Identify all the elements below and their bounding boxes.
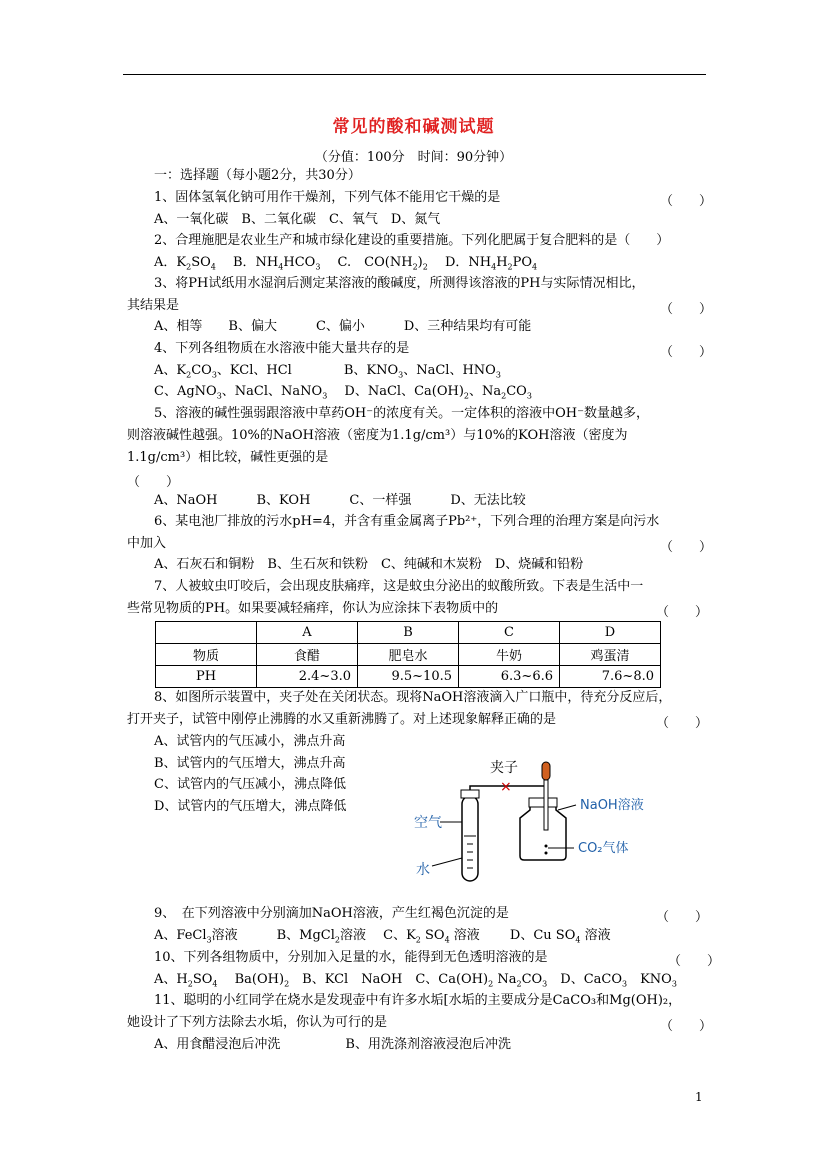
table-cell: PH bbox=[156, 666, 257, 688]
table-cell: A bbox=[257, 622, 358, 644]
q10-stem: 10、下列各组物质中，分别加入足量的水，能得到无色透明溶液的是 bbox=[154, 950, 548, 965]
q8-line2: 打开夹子，试管中刚停止沸腾的水又重新沸腾了。对上述现象解释正确的是 bbox=[127, 712, 557, 727]
table-cell: C bbox=[459, 622, 560, 644]
q5-line3: 1.1g/cm³）相比较，碱性更强的是 bbox=[127, 450, 329, 465]
answer-blank: （ ） bbox=[660, 1019, 713, 1034]
table-cell: 7.6~8.0 bbox=[560, 666, 661, 688]
table-cell bbox=[156, 622, 257, 644]
q11-line1: 11、聪明的小红同学在烧水是发现壶中有许多水垢[水垢的主要成分是CaCO₃和Mg(OH)₂， bbox=[154, 993, 682, 1008]
q7-line1: 7、人被蚊虫叮咬后，会出现皮肤痛痒，这是蚊虫分泌出的蚁酸所致。下表是生活中一 bbox=[154, 579, 644, 594]
q2-options: A．$K_2SO_4$ B．$NH_4HCO_3$ C. $CO(NH_2)_2$ D．$NH_4H_2PO_4$ bbox=[154, 255, 538, 272]
leader-line bbox=[432, 858, 462, 866]
q5-line2: 则溶液碱性越强。10%的NaOH溶液（密度为1.1g/cm³）与10%的KOH溶液（密度为 bbox=[127, 428, 628, 443]
table-cell: B bbox=[358, 622, 459, 644]
naoh-label: NaOH溶液 bbox=[580, 798, 644, 813]
table-cell: 2.4~3.0 bbox=[257, 666, 358, 688]
table-row bbox=[156, 622, 661, 644]
answer-blank: （ ） bbox=[656, 605, 709, 620]
page-subtitle: （分值：100分 时间：90分钟） bbox=[314, 150, 513, 165]
dropper-tube bbox=[544, 780, 548, 830]
table-row bbox=[156, 644, 661, 666]
flask-icon bbox=[520, 806, 566, 860]
table-cell: 9.5~10.5 bbox=[358, 666, 459, 688]
q5-line1: 5、溶液的碱性强弱跟溶液中草药OH⁻的浓度有关。一定体积的溶液中OH⁻数量越多， bbox=[154, 406, 649, 421]
q10-options: A、$H_2SO_4$ $Ba(OH)_2$ B、KCl NaOH C、$Ca(OH)_2$ $Na_2CO_3$ D、CaCO$_3$ $KNO_3$ bbox=[154, 972, 677, 989]
q3-options: A、相等 B、偏大 C、偏小 D、三种结果均有可能 bbox=[154, 319, 532, 334]
q11-options: A、用食醋浸泡后冲洗 B、用洗涤剂溶液浸泡后冲洗 bbox=[154, 1037, 511, 1052]
water-label: 水 bbox=[416, 862, 430, 878]
q9-options: A、FeCl$_3$溶液 B、MgCl$_2$溶液 C、$K_2$ $SO_4$ 溶液 D、Cu $SO_4$ 溶液 bbox=[154, 928, 611, 945]
q1-options: A、一氧化碳 B、二氧化碳 C、氧气 D、氮气 bbox=[154, 212, 441, 227]
q5-options: A、NaOH B、KOH C、一样强 D、无法比较 bbox=[154, 493, 526, 508]
q6-line2: 中加入 bbox=[127, 536, 167, 551]
section-heading: 一：选择题（每小题2分，共30分） bbox=[154, 168, 361, 183]
table-cell: 物质 bbox=[156, 644, 257, 666]
q3-stem-line2: 其结果是 bbox=[127, 298, 180, 313]
answer-blank: （ ） bbox=[127, 475, 180, 490]
ph-table bbox=[155, 621, 661, 688]
q8-line1: 8、如图所示装置中，夹子处在关闭状态。现将NaOH溶液滴入广口瓶中，待充分反应后， bbox=[154, 690, 672, 705]
q8-option-c: C、试管内的气压减小，沸点降低 bbox=[154, 777, 346, 792]
q1-stem: 1、固体氢氧化钠可用作干燥剂，下列气体不能用它干燥的是 bbox=[154, 190, 501, 205]
q8-option-b: B、试管内的气压增大，沸点升高 bbox=[154, 756, 346, 771]
q6-line1: 6、某电池厂排放的污水pH=4，并含有重金属离子Pb²⁺，下列合理的治理方案是向污水 bbox=[154, 514, 660, 529]
q4-stem: 4、下列各组物质在水溶液中能大量共存的是 bbox=[154, 341, 410, 356]
answer-blank: （ ） bbox=[660, 540, 713, 555]
table-cell: 鸡蛋清 bbox=[560, 644, 661, 666]
table-cell: 食醋 bbox=[257, 644, 358, 666]
q7-line2: 些常见物质的PH。如果要减轻痛痒，你认为应涂抹下表物质中的 bbox=[127, 601, 499, 616]
table-row bbox=[156, 666, 661, 688]
clip-label: 夹子 bbox=[490, 760, 518, 776]
answer-blank: （ ） bbox=[660, 194, 713, 209]
answer-blank: （ ） bbox=[656, 910, 709, 925]
q8-option-d: D、试管内的气压增大，沸点降低 bbox=[154, 799, 347, 814]
air-label: 空气 bbox=[414, 815, 442, 831]
header-rule bbox=[123, 74, 706, 75]
dropper-icon bbox=[542, 762, 550, 780]
leader-line bbox=[558, 805, 576, 810]
answer-blank: （ ） bbox=[660, 302, 713, 317]
table-cell: 牛奶 bbox=[459, 644, 560, 666]
q2-stem: 2、合理施肥是农业生产和城市绿化建设的重要措施。下列化肥属于复合肥料的是（ ） bbox=[154, 233, 670, 248]
q6-options: A、石灰石和铜粉 B、生石灰和铁粉 C、纯碱和木炭粉 D、烧碱和铅粉 bbox=[154, 557, 584, 572]
answer-blank: （ ） bbox=[660, 345, 713, 360]
answer-blank: （ ） bbox=[668, 954, 721, 969]
table-cell: D bbox=[560, 622, 661, 644]
q8-option-a: A、试管内的气压减小，沸点升高 bbox=[154, 734, 346, 749]
table-cell: 肥皂水 bbox=[358, 644, 459, 666]
answer-blank: （ ） bbox=[656, 716, 709, 731]
q11-line2: 她设计了下列方法除去水垢，你认为可行的是 bbox=[127, 1015, 388, 1030]
q4-options-ab: A、$K_2CO_3$、KCl、HCl B、$KNO_3$、NaCl、$HNO_3$ bbox=[154, 363, 501, 380]
clip-icon: × bbox=[500, 779, 512, 795]
q3-stem-line1: 3、将PH试纸用水湿润后测定某溶液的酸碱度，所测得该溶液的PH与实际情况相比， bbox=[154, 276, 645, 291]
page-number: 1 bbox=[695, 1090, 703, 1104]
q4-options-cd: C、AgNO$_3$、NaCl、NaNO$_3$ D、NaCl、$Ca(OH)_2$、$Na_2CO_3$ bbox=[154, 384, 532, 401]
water-marks bbox=[467, 844, 473, 868]
q9-stem: 9、 在下列溶液中分别滴加NaOH溶液，产生红褐色沉淀的是 bbox=[154, 906, 509, 921]
page-title: 常见的酸和碱测试题 bbox=[332, 117, 495, 137]
co2-label: CO₂气体 bbox=[578, 841, 629, 856]
flask-stopper-icon bbox=[529, 798, 557, 807]
stopper-icon bbox=[461, 790, 479, 798]
table-cell: 6.3~6.6 bbox=[459, 666, 560, 688]
apparatus-diagram bbox=[408, 748, 658, 893]
